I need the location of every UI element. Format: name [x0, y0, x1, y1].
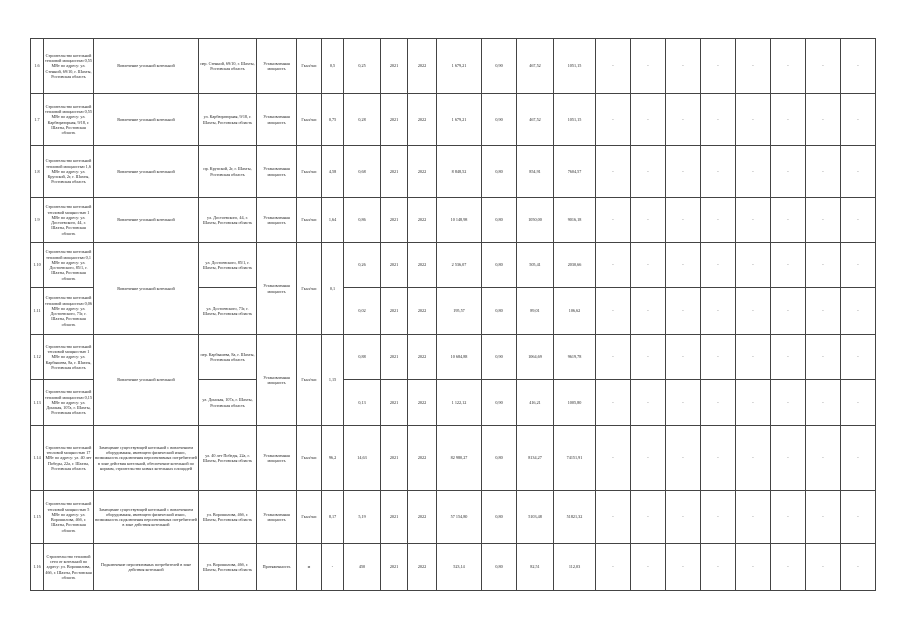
table-cell: - [701, 426, 736, 491]
table-row [31, 94, 876, 146]
table-cell: Гкал/час [297, 198, 322, 243]
table-cell: Установленная мощность [257, 491, 297, 544]
table-cell: Гкал/час [297, 94, 322, 146]
table-cell: - [701, 146, 736, 198]
table-cell: 2021 [381, 288, 408, 335]
table-cell: 0,13 [344, 380, 381, 426]
table-cell: - [596, 39, 631, 94]
table-cell: Гкал/час [297, 491, 322, 544]
table-cell: 1.14 [31, 426, 44, 491]
table-cell: Строительство тепловой сети от котельной по адресу: ул. Ворошилова, 46б, г. Шахты, Ростовская область [44, 544, 94, 591]
table-cell: - [701, 335, 736, 380]
table-cell: Вовлечение угольной котельной [94, 335, 199, 426]
table-cell: 2021 [381, 146, 408, 198]
table-cell: - [806, 94, 841, 146]
table-cell: Строительство котельной тепловой мощностью 0,15 МВт по адресу: ул. Донская, 107а, г. Шахты, Ростовская область [44, 380, 94, 426]
table-cell: Вовлечение угольной котельной [94, 198, 199, 243]
table-cell: 2 536,07 [437, 243, 482, 288]
table-cell: 82 980,27 [437, 426, 482, 491]
table-cell: - [701, 243, 736, 288]
table-cell: - [771, 288, 806, 335]
table-cell: Строительство котельной тепловой мощностью 1 МВт по адресу: ул. Карбышева, 8а, г. Шахты, Ростовская область [44, 335, 94, 380]
table-cell: 0,80 [482, 544, 517, 591]
table-cell: Установленная мощность [257, 426, 297, 491]
table-cell: - [631, 198, 666, 243]
table-cell: 1.16 [31, 544, 44, 591]
table-cell: - [736, 243, 771, 288]
table-cell: - [771, 94, 806, 146]
table-cell: 8 848,52 [437, 146, 482, 198]
table-cell: - [841, 491, 876, 544]
table-cell: 523,14 [437, 544, 482, 591]
table-cell: - [631, 380, 666, 426]
table-row [31, 491, 876, 544]
table-cell: - [631, 146, 666, 198]
table-cell: Гкал/час [297, 243, 322, 335]
table-cell: - [701, 198, 736, 243]
table-cell: 416,21 [517, 380, 554, 426]
table-cell: 2022 [408, 544, 437, 591]
table-cell: - [596, 146, 631, 198]
table-cell: 0,90 [482, 39, 517, 94]
table-cell: - [631, 243, 666, 288]
table-cell: - [596, 94, 631, 146]
table-cell: 10 684,88 [437, 335, 482, 380]
table-cell: - [806, 198, 841, 243]
table-cell: - [736, 39, 771, 94]
table-cell: - [806, 146, 841, 198]
table-cell: - [322, 544, 344, 591]
table-cell: - [771, 544, 806, 591]
table-cell: - [701, 94, 736, 146]
table-cell: 2022 [408, 198, 437, 243]
table-cell: - [806, 39, 841, 94]
table-cell: ул. Карбюраторная, 9/18, г. Шахты, Ростовская область [199, 94, 257, 146]
table-cell: - [631, 39, 666, 94]
table-cell: 1050,00 [517, 198, 554, 243]
table-cell: - [666, 380, 701, 426]
table-cell: 1051,15 [554, 39, 596, 94]
table-cell: - [841, 288, 876, 335]
table-cell: - [736, 94, 771, 146]
table-cell: - [806, 426, 841, 491]
table-row [31, 335, 876, 380]
table-row [31, 198, 876, 243]
table-cell: 1.12 [31, 335, 44, 380]
table-cell: ул. Ворошилова, 46б, г. Шахты, Ростовская область [199, 544, 257, 591]
table-cell: 467,52 [517, 39, 554, 94]
table-cell: - [701, 380, 736, 426]
table-cell: Строительство котельной тепловой мощностью 0,55 МВт по адресу: ул. Стенной, 69/10, г. Шахты, Ростовская область [44, 39, 94, 94]
table-cell: 51821,32 [554, 491, 596, 544]
table-cell: - [806, 491, 841, 544]
table-cell: 2022 [408, 491, 437, 544]
table-cell: 2021 [381, 39, 408, 94]
table-cell: - [771, 39, 806, 94]
table-cell: - [736, 198, 771, 243]
table-cell: - [736, 426, 771, 491]
table-cell: 2022 [408, 146, 437, 198]
table-row [31, 243, 876, 288]
document-sheet [30, 38, 875, 580]
table-cell: - [666, 491, 701, 544]
table-cell: 89,01 [517, 288, 554, 335]
table-cell: Строительство котельной тепловой мощностью 0,55 МВт по адресу: ул. Карбюраторная, 9/18, г. Шахты, Ростовская область [44, 94, 94, 146]
table-cell: - [841, 198, 876, 243]
table-cell: - [771, 198, 806, 243]
table-cell: Подключение перспективных потребителей в зоне действия котельной [94, 544, 199, 591]
table-cell: 2021 [381, 426, 408, 491]
table-cell: 0,5 [322, 39, 344, 94]
table-cell: 0,90 [482, 380, 517, 426]
table-cell: - [596, 491, 631, 544]
table-cell: 1.6 [31, 39, 44, 94]
table-cell: - [736, 491, 771, 544]
table-cell: - [841, 39, 876, 94]
table-cell: - [666, 335, 701, 380]
table-cell: - [841, 243, 876, 288]
table-cell: 10 148,98 [437, 198, 482, 243]
table-cell: - [666, 243, 701, 288]
table-cell: Строительство котельной тепловой мощностью 1 МВт по адресу: ул. Достоевского, 44, г. Шахты, Ростовская область [44, 198, 94, 243]
table-cell: - [841, 544, 876, 591]
table-cell: - [701, 39, 736, 94]
table-cell: 7604,57 [554, 146, 596, 198]
table-cell: Вовлечение угольной котельной [94, 39, 199, 94]
table-cell: 106,62 [554, 288, 596, 335]
table-cell: - [596, 380, 631, 426]
table-cell: - [701, 544, 736, 591]
table-cell: Строительство котельной тепловой мощностью 5 МВт по адресу: ул. Ворошилова, 46б, г. Шахты, Ростовская область [44, 491, 94, 544]
table-cell: Установленная мощность [257, 335, 297, 426]
table-cell: Установленная мощность [257, 243, 297, 335]
table-row [31, 544, 876, 591]
table-cell: 0,26 [344, 243, 381, 288]
table-cell: Протяженность [257, 544, 297, 591]
table-cell: 1051,15 [554, 94, 596, 146]
table-cell: - [701, 491, 736, 544]
table-cell: 5103,48 [517, 491, 554, 544]
table-cell: - [841, 146, 876, 198]
table-cell: 505,41 [517, 243, 554, 288]
table-cell: пер. Стенной, 69/10, г. Шахты, Ростовская область [199, 39, 257, 94]
table-cell: - [666, 94, 701, 146]
table-cell: 0,80 [482, 491, 517, 544]
table-cell: 467,52 [517, 94, 554, 146]
table-cell: Вовлечение угольной котельной [94, 94, 199, 146]
table-cell: 112,03 [554, 544, 596, 591]
table-cell: пер. Карбышева, 8а, г. Шахты, Ростовская область [199, 335, 257, 380]
table-cell: 2021 [381, 380, 408, 426]
table-cell: Гкал/час [297, 39, 322, 94]
table-row [31, 146, 876, 198]
table-cell: 1.13 [31, 380, 44, 426]
table-cell: 1064,69 [517, 335, 554, 380]
table-cell: 0,28 [344, 94, 381, 146]
table-cell: 0,68 [344, 146, 381, 198]
table-cell: - [596, 198, 631, 243]
table-cell: Вовлечение угольной котельной [94, 146, 199, 198]
table-cell: Гкал/час [297, 146, 322, 198]
table-cell: 2021 [381, 198, 408, 243]
table-cell: 9016,18 [554, 198, 596, 243]
table-cell: - [631, 335, 666, 380]
table-cell: - [736, 544, 771, 591]
table-cell: ул. Донская, 107а, г. Шахты, Ростовская область [199, 380, 257, 426]
table-cell: - [631, 491, 666, 544]
table-cell: 2022 [408, 243, 437, 288]
table-cell: 1.11 [31, 288, 44, 335]
table-cell: - [596, 335, 631, 380]
table-cell: ул. Достоевского, 73г, г. Шахты, Ростовская область [199, 288, 257, 335]
table-cell: Строительство котельной тепловой мощностью 0,1 МВт по адресу: ул. Достоевского, 85/1, г. Шахты, Ростовская область [44, 243, 94, 288]
table-cell: - [771, 426, 806, 491]
table-cell: 0,80 [482, 288, 517, 335]
table-cell: Гкал/час [297, 426, 322, 491]
table-cell: 1.7 [31, 94, 44, 146]
table-cell: 0,02 [344, 288, 381, 335]
table-cell: 0,80 [482, 198, 517, 243]
table-cell: 195,57 [437, 288, 482, 335]
table-cell: - [841, 94, 876, 146]
table-cell: - [631, 426, 666, 491]
table-cell: Строительство котельной тепловой мощностью 0,06 МВт по адресу: ул. Достоевского, 73г, г. Шахты, Ростовская область [44, 288, 94, 335]
table-cell: 1005,80 [554, 380, 596, 426]
table-cell: - [666, 198, 701, 243]
table-cell: - [771, 491, 806, 544]
table-cell: ул. 40 лет Победы, 22а, г. Шахты, Ростовская область [199, 426, 257, 491]
table-cell: 2021 [381, 94, 408, 146]
table-cell: - [666, 39, 701, 94]
table-cell: ул. Достоевского, 85/1, г. Шахты, Ростовская область [199, 243, 257, 288]
table-cell: 14,63 [344, 426, 381, 491]
table-cell: 57 154,80 [437, 491, 482, 544]
table-cell: 1,15 [322, 335, 344, 426]
table-cell: - [736, 146, 771, 198]
table-cell: 1,64 [322, 198, 344, 243]
table-cell: - [596, 243, 631, 288]
table-cell: 1.8 [31, 146, 44, 198]
table-cell: 2022 [408, 288, 437, 335]
table-cell: 5,19 [344, 491, 381, 544]
table-cell: ул. Достоевского, 44, г. Шахты, Ростовская область [199, 198, 257, 243]
table-row [31, 426, 876, 491]
table-cell: 2030,66 [554, 243, 596, 288]
table-cell: - [841, 380, 876, 426]
table-cell: 1 679,21 [437, 39, 482, 94]
table-cell: - [736, 380, 771, 426]
table-cell: 2022 [408, 94, 437, 146]
table-cell: ул. Ворошилова, 46б, г. Шахты, Ростовская область [199, 491, 257, 544]
table-cell: 8,17 [322, 491, 344, 544]
table-cell: - [771, 380, 806, 426]
table-cell: 74151,91 [554, 426, 596, 491]
table-cell: - [666, 544, 701, 591]
table-cell: - [806, 243, 841, 288]
table-cell: 8134,27 [517, 426, 554, 491]
table-cell: 0,80 [482, 146, 517, 198]
table-cell: Замещение существующей котельной с вовлечением оборудования, имеющего физический износ, возможность подключения перспективных потребителей в зоне действия котельной [94, 491, 199, 544]
table-cell: 0,80 [482, 426, 517, 491]
table-cell: 0,75 [322, 94, 344, 146]
table-cell: 2022 [408, 426, 437, 491]
table-cell: - [736, 288, 771, 335]
table-cell: - [841, 335, 876, 380]
table-cell: 2021 [381, 243, 408, 288]
table-cell: 1 122,12 [437, 380, 482, 426]
table-cell: 9619,78 [554, 335, 596, 380]
table-cell: 2022 [408, 335, 437, 380]
table-cell: - [771, 146, 806, 198]
table-cell: 0,25 [344, 39, 381, 94]
table-cell: 450 [344, 544, 381, 591]
table-cell: Установленная мощность [257, 39, 297, 94]
table-cell: 1.10 [31, 243, 44, 288]
table-cell: - [736, 335, 771, 380]
table-cell: - [806, 380, 841, 426]
table-cell: пр. Крупской, 2г, г. Шахты, Ростовская область [199, 146, 257, 198]
table-cell: - [596, 426, 631, 491]
table-cell: Гкал/час [297, 335, 322, 426]
table-cell: 0,1 [322, 243, 344, 335]
table-cell: 1 679,21 [437, 94, 482, 146]
table-cell: - [666, 426, 701, 491]
table-cell: - [666, 146, 701, 198]
table-cell: - [596, 544, 631, 591]
table-cell: Установленная мощность [257, 94, 297, 146]
table-cell: - [631, 94, 666, 146]
table-cell: Установленная мощность [257, 146, 297, 198]
table-cell: 0,88 [344, 335, 381, 380]
table-cell: 2022 [408, 39, 437, 94]
table-cell: 2022 [408, 380, 437, 426]
table-cell: - [596, 288, 631, 335]
table-cell: 2021 [381, 491, 408, 544]
table-cell: 1.9 [31, 198, 44, 243]
table-cell: м [297, 544, 322, 591]
table-cell: Строительство котельной тепловой мощностью 17 МВт по адресу: ул. 40 лет Победы, 22а, г. Шахты, Ростовская область [44, 426, 94, 491]
table-cell: Замещение существующей котельной с вовлечением оборудования, имеющего физический износ, возможность подключения перспективных потребителей в зоне действия котельной, обеспечение котельной по нормам, строительство новых котельных площадей [94, 426, 199, 491]
table-cell: 82,51 [517, 544, 554, 591]
table-cell: 0,80 [482, 243, 517, 288]
table-cell: 854,91 [517, 146, 554, 198]
table-cell: - [806, 288, 841, 335]
table-cell: - [631, 544, 666, 591]
table-cell: 0,90 [482, 94, 517, 146]
table-cell: - [841, 426, 876, 491]
table-cell: Установленная мощность [257, 198, 297, 243]
table-cell: - [701, 288, 736, 335]
table-row [31, 39, 876, 94]
table-cell: 0,86 [344, 198, 381, 243]
table-cell: - [771, 335, 806, 380]
investment-table [30, 38, 876, 591]
table-cell: - [666, 288, 701, 335]
table-cell: Вовлечение угольной котельной [94, 243, 199, 335]
table-cell: 1.15 [31, 491, 44, 544]
table-cell: 2021 [381, 544, 408, 591]
table-cell: Строительство котельной тепловой мощностью 1,6 МВт по адресу: ул. Крупской, 2г, г. Шахты, Ростовская область [44, 146, 94, 198]
table-cell: 96,2 [322, 426, 344, 491]
table-cell: - [806, 335, 841, 380]
table-cell: - [631, 288, 666, 335]
table-cell: 4,58 [322, 146, 344, 198]
table-cell: - [771, 243, 806, 288]
table-cell: 2021 [381, 335, 408, 380]
table-cell: - [806, 544, 841, 591]
table-cell: 0,90 [482, 335, 517, 380]
